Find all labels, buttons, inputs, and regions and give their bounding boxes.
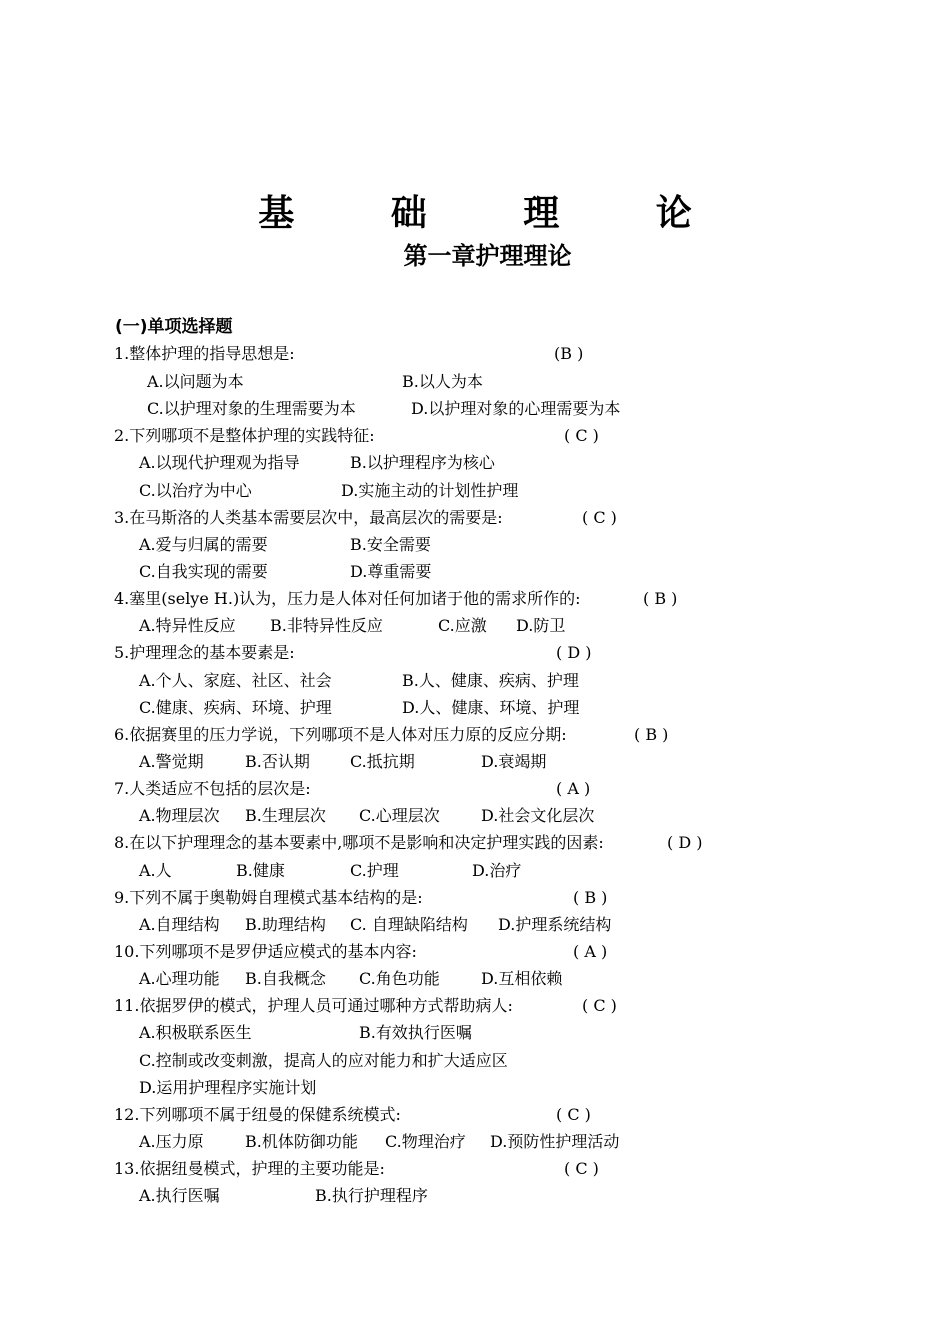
question-answer: ( C ) (564, 426, 599, 445)
question-answer: ( D ) (556, 643, 592, 662)
question-answer: ( C ) (564, 1159, 599, 1178)
question-option: A.执行医嘱 (139, 1186, 220, 1205)
question-option: C.自我实现的需要 (139, 562, 268, 581)
question-option: A.特异性反应 (139, 616, 236, 635)
question-stem: 2.下列哪项不是整体护理的实践特征: (114, 426, 375, 445)
question-option: C.以治疗为中心 (139, 481, 252, 500)
question-answer: ( A ) (556, 779, 591, 798)
question-answer: ( B ) (643, 589, 678, 608)
section-heading: (一)单项选择题 (115, 317, 233, 337)
question-option: C. 自理缺陷结构 (350, 915, 468, 934)
question-option: D.衰竭期 (481, 752, 547, 771)
question-option: C.心理层次 (359, 806, 440, 825)
question-option: B.健康 (236, 861, 285, 880)
question-stem: 4.塞里(selye H.)认为，压力是人体对任何加诸于他的需求所作的: (114, 589, 581, 608)
question-answer: ( D ) (667, 833, 703, 852)
question-stem: 7.人类适应不包括的层次是: (114, 779, 311, 798)
question-stem: 9.下列不属于奥勒姆自理模式基本结构的是: (114, 888, 423, 907)
question-stem: 11.依据罗伊的模式，护理人员可通过哪种方式帮助病人: (114, 996, 513, 1015)
question-option: A.物理层次 (139, 806, 220, 825)
question-option: B.以护理程序为核心 (350, 453, 495, 472)
question-option: B.有效执行医嘱 (359, 1023, 472, 1042)
question-option: B.安全需要 (350, 535, 431, 554)
question-option: A.以问题为本 (147, 372, 244, 391)
question-option: A.警觉期 (139, 752, 204, 771)
question-answer: ( B ) (634, 725, 669, 744)
chapter-heading: 第一章护理理论 (403, 242, 572, 270)
question-option: C.物理治疗 (385, 1132, 466, 1151)
question-stem: 10.下列哪项不是罗伊适应模式的基本内容: (114, 942, 417, 961)
question-option: B.非特异性反应 (270, 616, 383, 635)
question-option: C.以护理对象的生理需要为本 (147, 399, 356, 418)
question-option: B.生理层次 (245, 806, 326, 825)
question-option: A.积极联系医生 (139, 1023, 252, 1042)
question-answer: ( B ) (573, 888, 608, 907)
question-option: C.抵抗期 (350, 752, 415, 771)
question-stem: 8.在以下护理理念的基本要素中,哪项不是影响和决定护理实践的因素: (114, 833, 604, 852)
question-option: D.人、健康、环境、护理 (402, 698, 580, 717)
question-stem: 3.在马斯洛的人类基本需要层次中，最高层次的需要是: (114, 508, 503, 527)
question-option: C.护理 (350, 861, 399, 880)
question-option: C.角色功能 (359, 969, 440, 988)
question-stem: 6.依据赛里的压力学说，下列哪项不是人体对压力原的反应分期: (114, 725, 567, 744)
question-option: D.运用护理程序实施计划 (139, 1078, 317, 1097)
question-option: A.自理结构 (139, 915, 220, 934)
question-answer: ( C ) (582, 996, 617, 1015)
question-option: B.执行护理程序 (315, 1186, 428, 1205)
question-option: C.控制或改变刺激，提高人的应对能力和扩大适应区 (139, 1051, 508, 1070)
question-stem: 13.依据纽曼模式，护理的主要功能是: (114, 1159, 385, 1178)
question-option: B.自我概念 (245, 969, 326, 988)
question-option: A.人 (139, 861, 172, 880)
question-answer: ( C ) (556, 1105, 591, 1124)
question-option: C.应激 (438, 616, 487, 635)
question-option: A.压力原 (139, 1132, 204, 1151)
question-stem: 1.整体护理的指导思想是: (114, 344, 295, 363)
question-option: D.社会文化层次 (481, 806, 595, 825)
question-option: D.尊重需要 (350, 562, 432, 581)
question-option: A.心理功能 (139, 969, 220, 988)
question-option: A.个人、家庭、社区、社会 (139, 671, 332, 690)
page-title: 基 础 理 论 (258, 193, 734, 234)
question-option: A.爱与归属的需要 (139, 535, 268, 554)
question-option: B.人、健康、疾病、护理 (402, 671, 579, 690)
question-option: D.实施主动的计划性护理 (341, 481, 519, 500)
question-option: D.防卫 (516, 616, 566, 635)
question-stem: 5.护理理念的基本要素是: (114, 643, 295, 662)
question-option: D.互相依赖 (481, 969, 563, 988)
question-answer: ( C ) (582, 508, 617, 527)
question-option: C.健康、疾病、环境、护理 (139, 698, 332, 717)
question-answer: (B ) (554, 344, 584, 363)
question-option: D.以护理对象的心理需要为本 (411, 399, 621, 418)
question-stem: 12.下列哪项不属于纽曼的保健系统模式: (114, 1105, 401, 1124)
question-option: B.以人为本 (402, 372, 483, 391)
question-option: D.护理系统结构 (498, 915, 612, 934)
question-option: B.否认期 (245, 752, 310, 771)
question-option: D.预防性护理活动 (490, 1132, 620, 1151)
question-answer: ( A ) (573, 942, 608, 961)
question-option: B.助理结构 (245, 915, 326, 934)
question-option: B.机体防御功能 (245, 1132, 358, 1151)
question-option: D.治疗 (472, 861, 522, 880)
question-option: A.以现代护理观为指导 (139, 453, 300, 472)
